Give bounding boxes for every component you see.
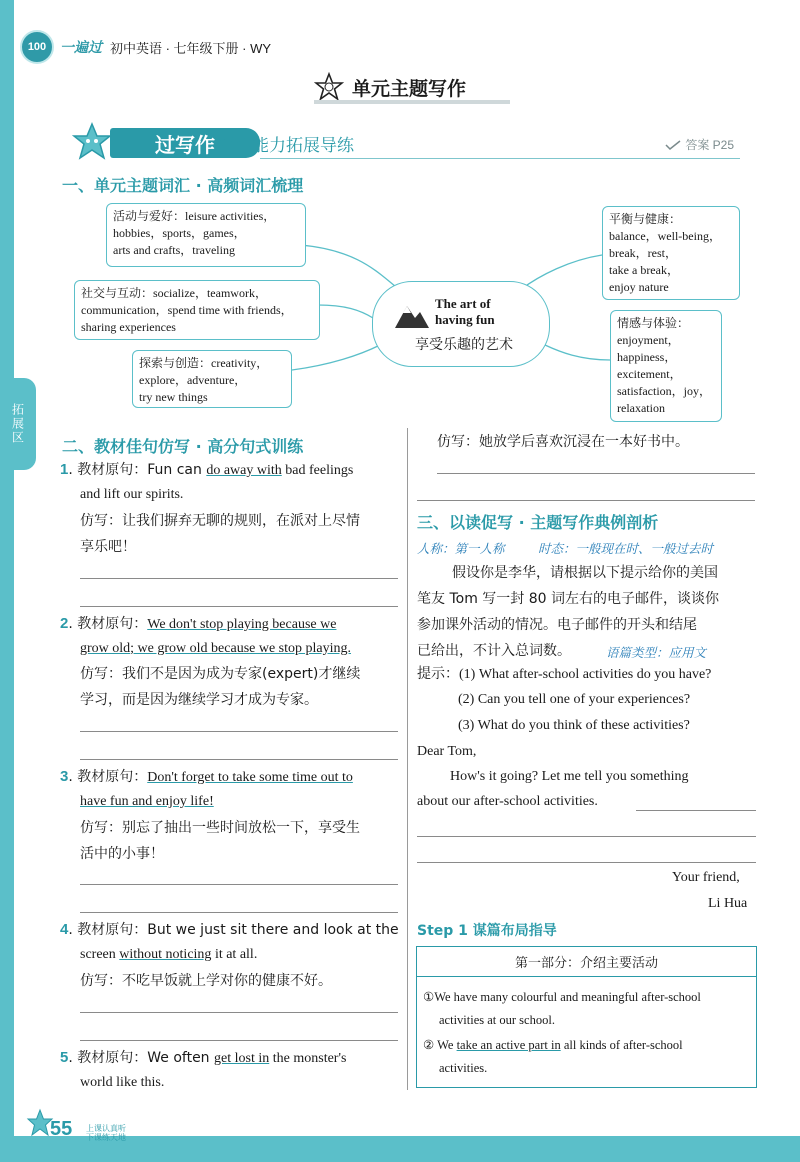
box-line: break，rest， (609, 246, 677, 260)
item1-fangxie-line2: 享乐吧！ (80, 539, 136, 555)
footer-tag (86, 1124, 126, 1142)
original-text: . 教材原句：We often (68, 1050, 215, 1066)
letter-body-line1: How's it going? Let me tell you something (450, 769, 689, 784)
item4-original-line1 (60, 920, 399, 941)
box-line: 活动与爱好：leisure activities， (113, 209, 276, 223)
item5-original-line2: world like this. (80, 1075, 165, 1090)
original-text: screen (80, 947, 120, 962)
center-en-line: The art of (435, 296, 491, 311)
side-tab-extension: 拓展区 (0, 378, 36, 470)
item-number: 1 (60, 461, 69, 478)
item2-original-line1 (60, 614, 336, 635)
prompt-line3: 参加课外活动的情况。电子邮件的开头和结尾 (417, 617, 697, 633)
hint-line2: (2) Can you tell one of your experiences? (458, 692, 691, 707)
item2-fangxie-line2: 学习，而是因为继续学习才成为专家。 (80, 692, 318, 708)
table-text: all kinds of after-school (560, 1038, 683, 1052)
answer-line[interactable] (80, 884, 398, 885)
hint-label: 提示： (417, 666, 459, 682)
original-text: . 教材原句： (68, 769, 148, 785)
page-number: 55 (50, 1118, 73, 1140)
answer-line[interactable] (417, 862, 756, 863)
item3-fangxie-line1: 仿写：别忘了抽出一些时间放松一下，享受生 (80, 820, 360, 836)
original-text: it at all. (211, 947, 258, 962)
mountain-icon (393, 300, 431, 330)
item1-original-line2: and lift our spirits. (80, 487, 184, 502)
section1-title: 一、单元主题词汇 · 高频词汇梳理 (62, 176, 304, 195)
original-text: . 教材原句：Fun can (68, 462, 207, 478)
header-book: 初中英语 · 七年级下册 · WY (110, 40, 272, 56)
center-en-line: having fun (435, 312, 495, 327)
box-line: hobbies，sports，games， (113, 226, 246, 240)
item3-original-line1 (60, 767, 353, 788)
box-line: satisfaction，joy， (617, 384, 711, 398)
center-english (435, 296, 495, 328)
answer-line[interactable] (636, 810, 756, 811)
box-line: excitement， (617, 367, 682, 381)
item-number: 5 (60, 1049, 69, 1066)
mindmap-box-emotion (610, 310, 722, 422)
hint-line3: (3) What do you think of these activities? (458, 718, 690, 733)
key-phrase: get lost in (214, 1051, 270, 1066)
answer-line[interactable] (80, 606, 398, 607)
note-genre: 语篇类型：应用文 (606, 645, 707, 660)
key-phrase: Don't forget to take some time out to (147, 770, 353, 785)
box-line: 平衡与健康： (609, 212, 682, 226)
answer-line[interactable] (437, 473, 755, 474)
letter-signature: Li Hua (708, 896, 748, 911)
box-line: 探索与创造：creativity， (139, 356, 269, 370)
item1-original-line1 (60, 460, 353, 481)
box-line: take a break， (609, 263, 679, 277)
key-phrase: without noticing (119, 947, 212, 962)
original-text: bad feelings (281, 463, 354, 478)
item3-original-line2 (80, 792, 214, 812)
key-phrase: take an active part in (456, 1038, 561, 1052)
prompt-line2: 笔友 Tom 写一封 80 词左右的电子邮件，谈谈你 (417, 591, 719, 607)
box-line: 社交与互动：socialize，teamwork， (81, 286, 267, 300)
item2-original-line2 (80, 639, 351, 659)
key-phrase: do away with (206, 463, 282, 478)
answer-line[interactable] (417, 500, 755, 501)
letter-closing: Your friend, (672, 870, 740, 885)
mindmap-box-balance (602, 206, 740, 300)
box-line: explore，adventure， (139, 373, 247, 387)
box-line: try new things (139, 390, 208, 404)
header-brand: 一遍过 (60, 39, 102, 55)
outline-table (416, 946, 757, 1088)
answer-line[interactable] (80, 578, 398, 579)
item1-fangxie-line1: 仿写：让我们摒弃无聊的规则，在派对上尽情 (80, 513, 360, 529)
section3-title: 三、以读促写 · 主题写作典例剖析 (417, 513, 659, 532)
item-number: 4 (60, 921, 69, 938)
answer-line[interactable] (80, 1040, 398, 1041)
footer-tag-line: 下课练天地 (86, 1133, 126, 1142)
key-phrase: ; we grow old because we stop playing. (130, 641, 352, 656)
step1-title: Step 1 谋篇布局指导 (417, 923, 557, 939)
answer-text: 答案 P25 (685, 138, 734, 152)
key-phrase: grow old (80, 641, 131, 656)
item5-fangxie: 仿写：她放学后喜欢沉浸在一本好书中。 (437, 434, 689, 450)
answer-line[interactable] (417, 836, 756, 837)
key-phrase: We don't stop playing because we (147, 617, 337, 632)
footer-tag-line: 上课认真听 (86, 1124, 126, 1133)
mindmap-box-hobbies (106, 203, 306, 267)
logo-icon: 100 (20, 30, 54, 64)
table-line: activities at our school. (439, 1013, 555, 1027)
banner-tag: 过写作 (110, 128, 260, 158)
table-text: ② We (423, 1038, 457, 1052)
column-divider (407, 428, 408, 1090)
box-line: communication，spend time with friends， (81, 303, 293, 317)
original-text: . 教材原句： (68, 616, 148, 632)
answer-line[interactable] (80, 1012, 398, 1013)
item-number: 3 (60, 768, 69, 785)
item5-original-line1 (60, 1048, 346, 1069)
box-line: arts and crafts，traveling (113, 243, 235, 257)
table-line (423, 1037, 683, 1053)
item2-fangxie-line1: 仿写：我们不是因为成为专家(expert)才继续 (80, 666, 361, 682)
mindmap-center (372, 281, 550, 367)
hint-text: (1) What after-school activities do you have? (459, 667, 712, 682)
answer-line[interactable] (80, 759, 398, 760)
table-header: 第一部分：介绍主要活动 (417, 947, 756, 977)
prompt-line4: 已给出，不计入总词数。 (417, 643, 571, 659)
prompt-line1: 假设你是李华，请根据以下提示给你的美国 (452, 565, 718, 581)
mindmap-box-social (74, 280, 320, 340)
box-line: happiness， (617, 350, 677, 364)
box-line: 情感与体验： (617, 316, 690, 330)
item3-fangxie-line2: 活中的小事！ (80, 846, 164, 862)
box-line: enjoyment， (617, 333, 680, 347)
item4-fangxie-line1: 仿写：不吃早饭就上学对你的健康不好。 (80, 973, 332, 989)
letter-greeting: Dear Tom, (417, 744, 477, 759)
unit-title-text: 单元主题写作 (352, 77, 467, 100)
hint-line1 (417, 664, 711, 685)
section2-title: 二、教材佳句仿写 · 高分句式训练 (62, 437, 304, 456)
mindmap-box-explore (132, 350, 292, 408)
item-number: 2 (60, 615, 69, 632)
table-line: activities. (439, 1061, 488, 1075)
box-line: sharing experiences (81, 320, 176, 334)
box-line: balance，well-being， (609, 229, 721, 243)
answer-line[interactable] (80, 912, 398, 913)
table-line: ①We have many colourful and meaningful after-school (423, 990, 701, 1004)
key-phrase: have fun and enjoy life! (80, 794, 214, 809)
original-text: the monster's (269, 1051, 347, 1066)
note-tense: 时态：一般现在时、一般过去时 (538, 541, 714, 556)
original-text: . 教材原句：But we just sit there and look at the (68, 922, 399, 938)
item4-original-line2 (80, 945, 257, 965)
box-line: enjoy nature (609, 280, 669, 294)
box-line: relaxation (617, 401, 665, 415)
center-chinese: 享受乐趣的艺术 (415, 337, 513, 353)
letter-body-line2: about our after-school activities. (417, 794, 598, 809)
note-person: 人称：第一人称 (417, 541, 505, 556)
banner-subtitle: 写作能力拓展导练 (218, 136, 354, 156)
answer-line[interactable] (80, 731, 398, 732)
